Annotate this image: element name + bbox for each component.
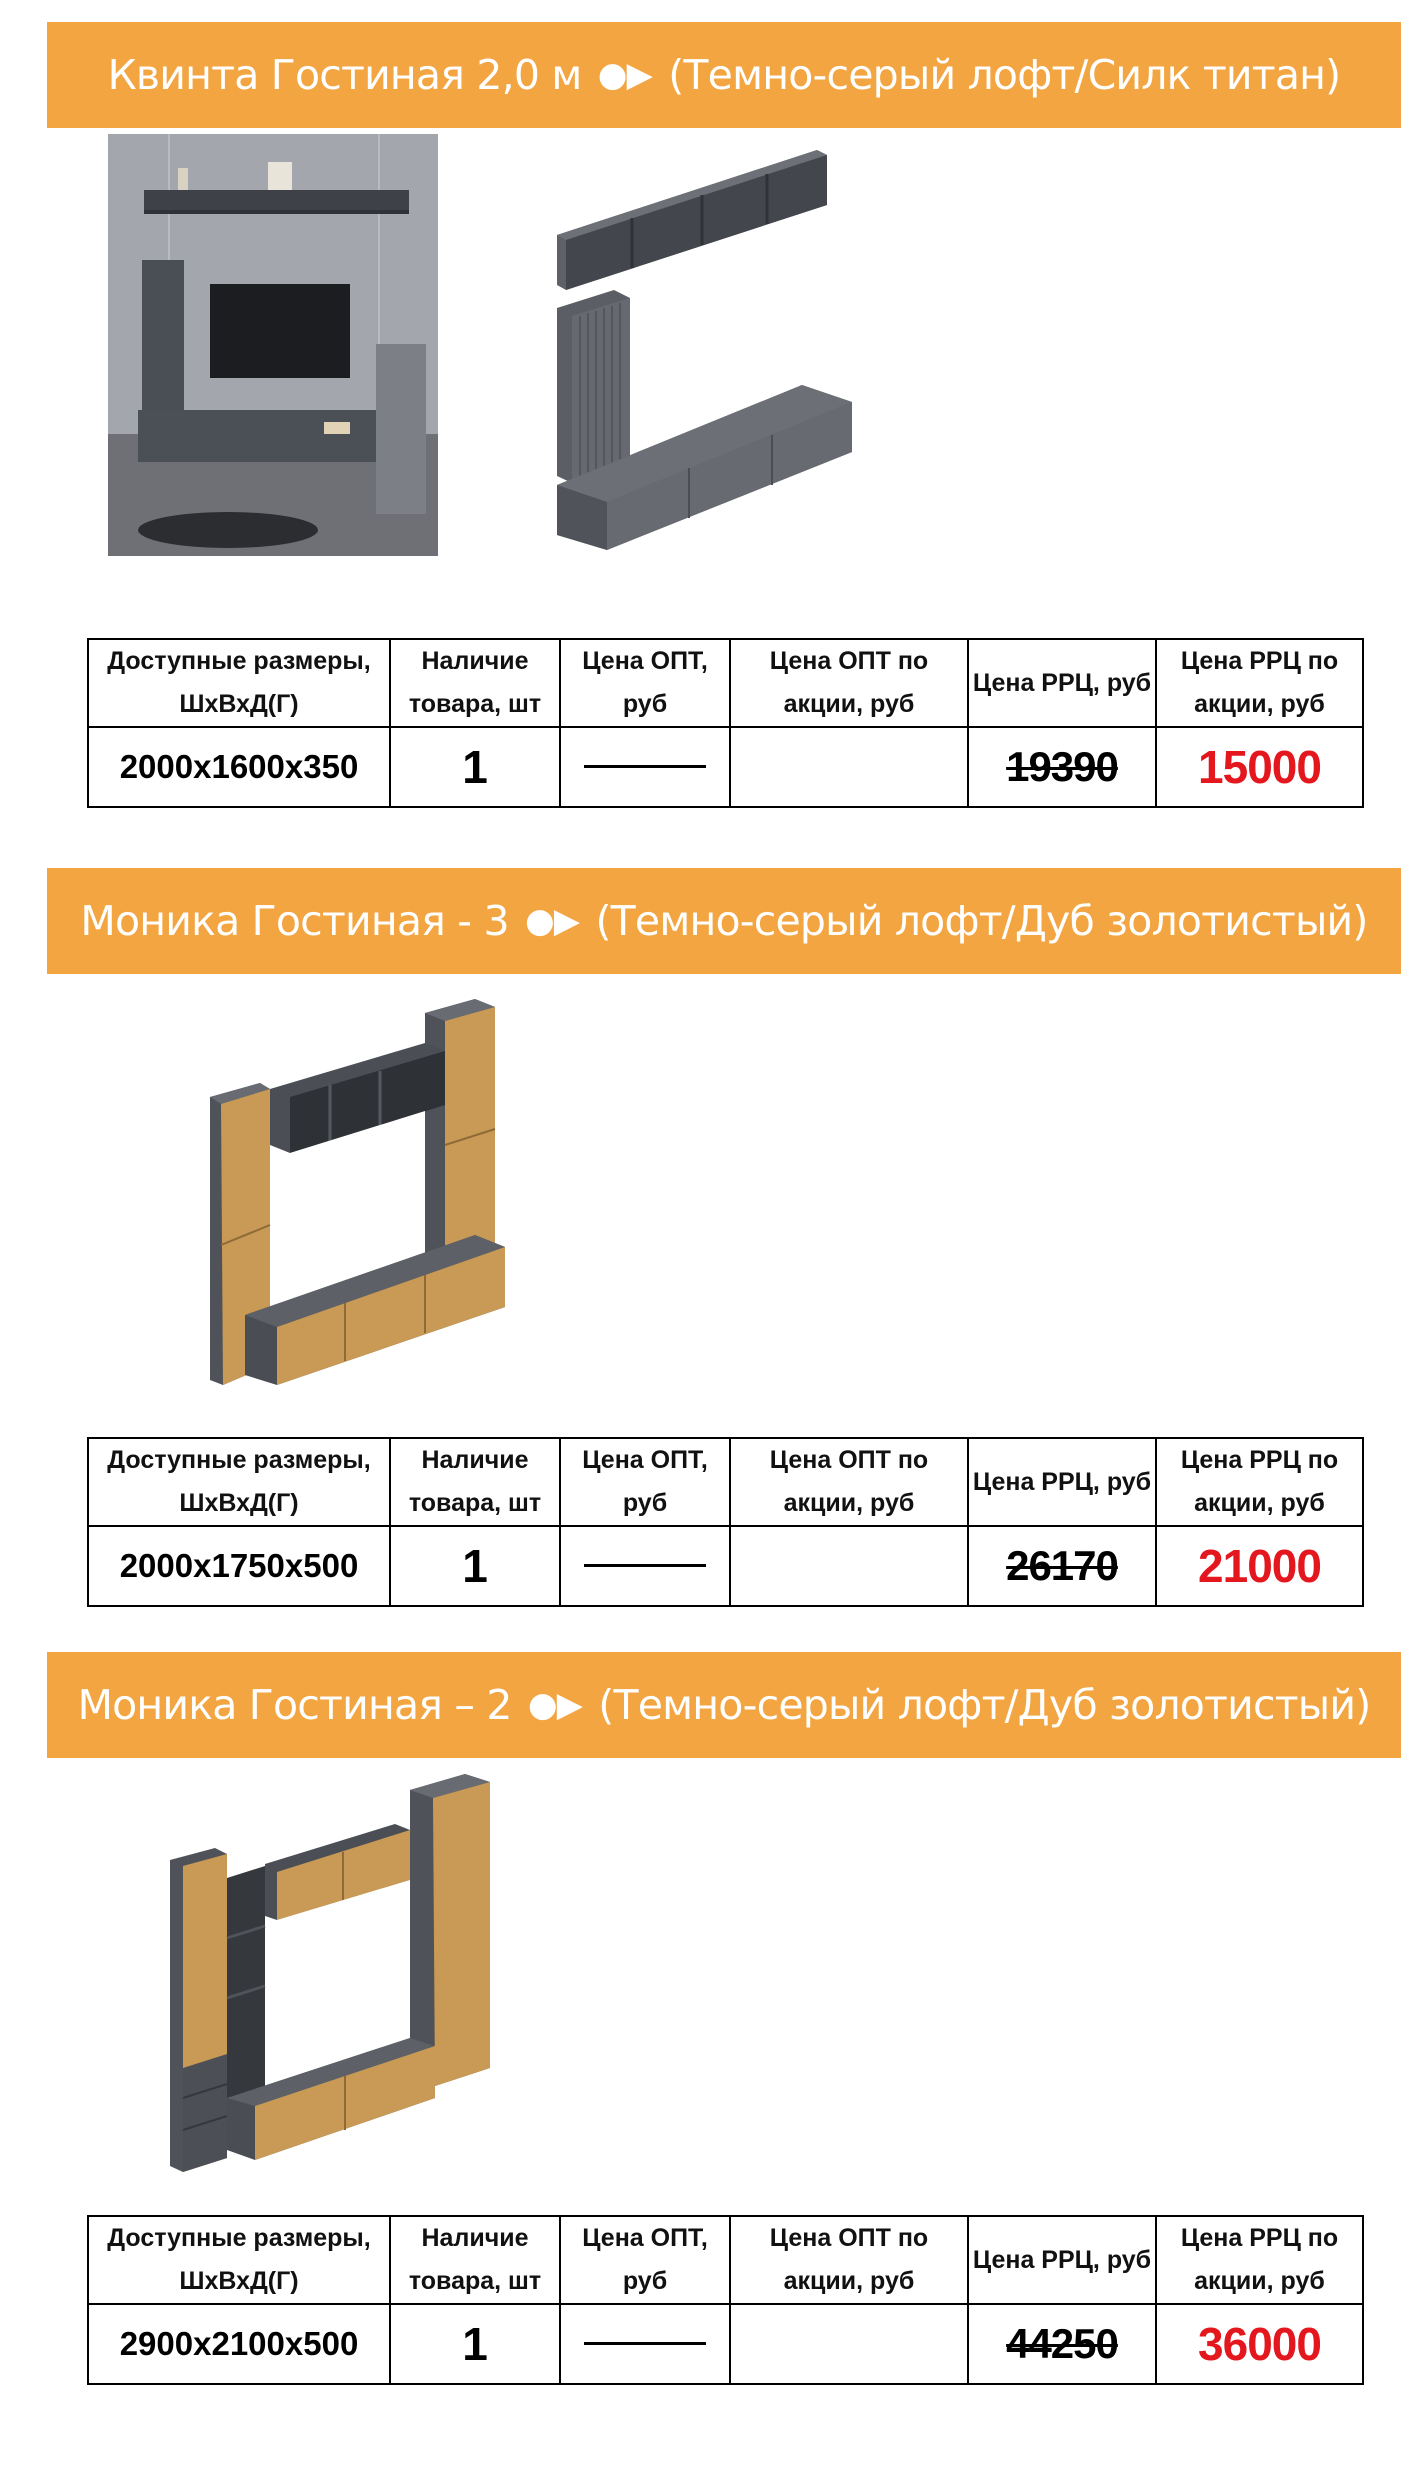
bullet-arrow-icon: ●▶ xyxy=(527,1685,583,1725)
size-cell: 2900х2100х500 xyxy=(88,2304,390,2384)
product-title-banner xyxy=(47,22,1401,128)
table-row xyxy=(88,2304,1363,2384)
table-header-row xyxy=(88,639,1363,727)
header-sizes: Доступные размеры, ШхВхД(Г) xyxy=(88,639,390,727)
price-opt-cell xyxy=(560,727,730,807)
price-opt-cell xyxy=(560,2304,730,2384)
product-title-name: Моника Гостиная – 2 xyxy=(77,1681,512,1729)
price-opt-promo-cell xyxy=(730,2304,968,2384)
dash-line xyxy=(584,2342,706,2345)
price-rrc-cell: 44250 xyxy=(968,2304,1156,2384)
header-sizes: Доступные размеры, ШхВхД(Г) xyxy=(88,2216,390,2304)
header-price-rrc-promo: Цена РРЦ по акции, руб xyxy=(1156,2216,1363,2304)
header-price-rrc-promo: Цена РРЦ по акции, руб xyxy=(1156,639,1363,727)
header-stock: Наличие товара, шт xyxy=(390,2216,560,2304)
product-title-colors: (Темно-серый лофт/Силк титан) xyxy=(668,51,1341,99)
product-title-banner xyxy=(47,1652,1401,1758)
wall-unit-render xyxy=(205,995,505,1395)
wall-unit-render xyxy=(552,140,862,560)
spec-table xyxy=(87,1437,1364,1607)
header-price-rrc: Цена РРЦ, руб xyxy=(968,639,1156,727)
dash-line xyxy=(584,1564,706,1567)
quantity-cell: 1 xyxy=(390,1526,560,1606)
header-sizes: Доступные размеры, ШхВхД(Г) xyxy=(88,1438,390,1526)
header-price-opt-promo: Цена ОПТ по акции, руб xyxy=(730,639,968,727)
quantity-cell: 1 xyxy=(390,2304,560,2384)
price-rrc-cell: 19390 xyxy=(968,727,1156,807)
header-stock: Наличие товара, шт xyxy=(390,1438,560,1526)
header-price-opt: Цена ОПТ, руб xyxy=(560,639,730,727)
price-rrc-cell: 26170 xyxy=(968,1526,1156,1606)
product-title-name: Моника Гостиная - 3 xyxy=(80,897,509,945)
price-opt-cell xyxy=(560,1526,730,1606)
table-row xyxy=(88,727,1363,807)
product-title-banner xyxy=(47,868,1401,974)
header-price-opt-promo: Цена ОПТ по акции, руб xyxy=(730,1438,968,1526)
dash-line xyxy=(584,765,706,768)
price-opt-promo-cell xyxy=(730,727,968,807)
product-title-name: Квинта Гостиная 2,0 м xyxy=(107,51,582,99)
size-cell: 2000х1600х350 xyxy=(88,727,390,807)
quantity-cell: 1 xyxy=(390,727,560,807)
price-rrc-promo-cell: 36000 xyxy=(1156,2304,1363,2384)
header-stock: Наличие товара, шт xyxy=(390,639,560,727)
header-price-rrc: Цена РРЦ, руб xyxy=(968,1438,1156,1526)
product-title-colors: (Темно-серый лофт/Дуб золотистый) xyxy=(595,897,1368,945)
spec-table xyxy=(87,2215,1364,2385)
price-opt-promo-cell xyxy=(730,1526,968,1606)
interior-photo xyxy=(108,134,438,556)
size-cell: 2000х1750х500 xyxy=(88,1526,390,1606)
spec-table xyxy=(87,638,1364,808)
header-price-opt: Цена ОПТ, руб xyxy=(560,1438,730,1526)
header-price-rrc-promo: Цена РРЦ по акции, руб xyxy=(1156,1438,1363,1526)
wall-unit-render xyxy=(165,1768,495,2180)
bullet-arrow-icon: ●▶ xyxy=(597,55,652,95)
product-title-colors: (Темно-серый лофт/Дуб золотистый) xyxy=(598,1681,1371,1729)
price-rrc-promo-cell: 15000 xyxy=(1156,727,1363,807)
table-header-row xyxy=(88,2216,1363,2304)
bullet-arrow-icon: ●▶ xyxy=(525,901,580,941)
header-price-rrc: Цена РРЦ, руб xyxy=(968,2216,1156,2304)
table-row xyxy=(88,1526,1363,1606)
header-price-opt-promo: Цена ОПТ по акции, руб xyxy=(730,2216,968,2304)
header-price-opt: Цена ОПТ, руб xyxy=(560,2216,730,2304)
table-header-row xyxy=(88,1438,1363,1526)
price-rrc-promo-cell: 21000 xyxy=(1156,1526,1363,1606)
